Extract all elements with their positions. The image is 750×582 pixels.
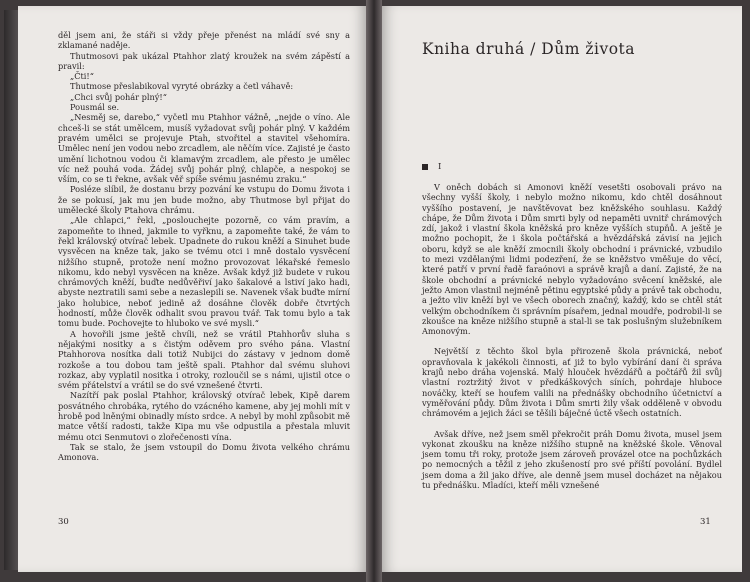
section-marker: I xyxy=(438,162,442,172)
paragraph: A hovořili jsme ještě chvíli, než se vrátil Ptahhorův sluha s nějakými nositky a s čistým oděvem pro svého pána. Vlastní Ptahhorova nosítka dali totiž Nubijci do zástavy v jednom domě rozkoše a tou dobou tam ještě spali. Ptahhor dal svému sluhovi rozkaz, aby vyplatil nositka i otroky, rozloučil se s námi, ujistil otce o svém přátelství a vrátil se do své vznešené čtvrti. xyxy=(58,328,350,391)
paragraph: „Čti!“ xyxy=(70,71,94,82)
chapter-title: Kniha druhá / Dům života xyxy=(422,40,636,58)
square-bullet-icon xyxy=(422,164,428,170)
paragraph: Thutmosovi pak ukázal Ptahhor zlatý kroužek na svém zápěstí a pravil: xyxy=(58,50,350,71)
paragraph: Největší z těchto škol byla přirozeně škola právnická, neboť opravňovala k jakékoli činnosti, ať již to bylo vybírání daní či správa krajů nebo dráha vojenská. Malý hlouček hvězdářů a počtářů žil svůj vlastní roztržitý život v předkáškových síních, pohrdaje hlubocе nováčky, kteří se houfem valili na přednášky obchodního účetnictví a vyměřování půdy. Dům života i Dům smrti žily však odděleně v obvodu chrámovém a jejich žáci se těšili báječné úctě všech ostatních. xyxy=(422,346,722,419)
paragraph: děl jsem ani, že stáři si vždy přeje přenést na mládí své sny a zklamané naděje. xyxy=(58,30,350,51)
paragraph: Thutmose přeslabikoval vyryté obrázky a četl váhavě: xyxy=(70,81,294,92)
paragraph: „Ale chlapci,“ řekl, „poslouchejte pozorně, co vám pravím, a zapomeňte to ihned, jakmile to vyřknu, a zapomeňte také, že vám to řekl královský otvírač lebek. Upadnete do rukou kněží a Sinuhet bude vysvěcen na kněze tak, jako se tvému otci i mně dostalo vysvěcení nižšího stupně, protože není možno provozovat lékařské řemeslo nikomu, kdo nebyl vysvěcen na kněze. Avšak když již budete v rukou chrámových kněží, buďte nedůvěřiví jako šakalové a lstiví jako hadi, abyste neztratili sami sebe a nezaslepili se. Navenek však buďte mírní jako holubice, neboť jedině až dosáhne člověk dobře čtvrtých hodností, může člověk odhalit svou pravou tvář. Tak tomu bylo a tak tomu bude. Pochovejte to hluboko ve své mysli.“ xyxy=(58,215,350,329)
paragraph: Posléze slíbil, že dostanu brzy pozvání ke vstupu do Domu života i že se pokusí, jak mu jen bude možno, aby Thutmose byl přijat do umělecké školy Ptahova chrámu. xyxy=(58,184,350,216)
book-gutter xyxy=(366,0,382,582)
paragraph: Pousmál se. xyxy=(70,102,120,113)
section-heading xyxy=(422,162,441,172)
paragraph: Tak se stalo, že jsem vstoupil do Domu života velkého chrámu Amonova. xyxy=(58,441,350,463)
right-page xyxy=(382,6,742,572)
right-page-text xyxy=(422,182,722,490)
paragraph: „Chci svůj pohár plný!“ xyxy=(70,91,167,102)
paragraph: V oněch dobách si Amonovi kněží vesetšti osobovali právo na všechny vyšší školy, i nebylo možno nikomu, kdo chtěl dosáhnout vyššího postavení, je navštěvovat bez kněžského souhlasu. Každý chápe, že Dům života i Dům smrti byly od nepaměti uvnitř chrámových zdí, jakož i vlastní škola kněžská pro kněze vyšších stupňů. A ještě je možno pochopit, že i škola počtářská a hvězdářská závisí na jejich oboru, když se ale kněží zmocnili školy obchodní i právnické, vzbudilo to mezi vzdělanými lidmi podezření, že se kněžstvo vměšuje do věcí, které patří v první řadě faraónovi a správě krajů a daní. Zajisté, že na škole obchodní a právnické nebylo vyžadováno svěcení kněžské, ale ježto Amon vlastnil nejméně pětinu egyptské půdy a právě tak obchodu, a ježto vliv kněží byl ve všech oborech značný, každý, kdo se chtěl stát velkým obchodníkem či správním písařem, jednal moudře, podrobil-li se zkoušce na kněze nižšího stupně a stal-li se tak poslušným služebníkem Amonovým. xyxy=(422,182,722,337)
page-number-right: 31 xyxy=(700,517,711,527)
page-number-left: 30 xyxy=(58,517,69,527)
left-page-text xyxy=(58,30,350,462)
left-page xyxy=(18,6,366,572)
paragraph: Nazítří pak poslal Ptahhor, královský otvírač lebek, Kipě darem posvátného chrobáka, rytého do vzácného kamene, aby jej mohli mít v hrobě pod lněnými obinadly místo srdce. A nebyl by mohl způsobit mě matce větší radosti, takže Kipa mu vše odpustila a přestala mluvit mému otci Senmutovi o zlořečenosti vína. xyxy=(58,390,350,442)
paragraph: „Nesměj se, darebo,“ vyčetl mu Ptahhor vážně, „nejde o víno. Ale chceš-li se stát umělcem, musíš vyžadovat svůj pohár plný. V každém pravém umělci se projevuje Ptah, stvořitel a stavitel všehomíra. Umělec není jen vodou nebo zrcadlem, ale něčím více. Zajisté je často umění lichotnou vodou či klamavým zrcadlem, ale přesto je umělec víc než pouhá voda. Žádej svůj pohár plný, chlapče, a nespokoj se vším, co se ti řekne, avšak věř spíše svému jasnému zraku.“ xyxy=(58,112,350,185)
paragraph: Avšak dříve, než jsem směl překročit práh Domu života, musel jsem vykonat zkoušku na kněze nižšího stupně na kněžské škole. Věnoval jsem tomu tři roky, protože jsem zároveň provázel otce na pochůzkách po nemocných a těžil z jeho zkušeností pro své příští povolání. Bydlel jsem doma a žil jako dříve, ale denně jsem musel docházet na nějakou tu přednášku. Mladíci, kteří měli vznešené xyxy=(422,428,722,491)
